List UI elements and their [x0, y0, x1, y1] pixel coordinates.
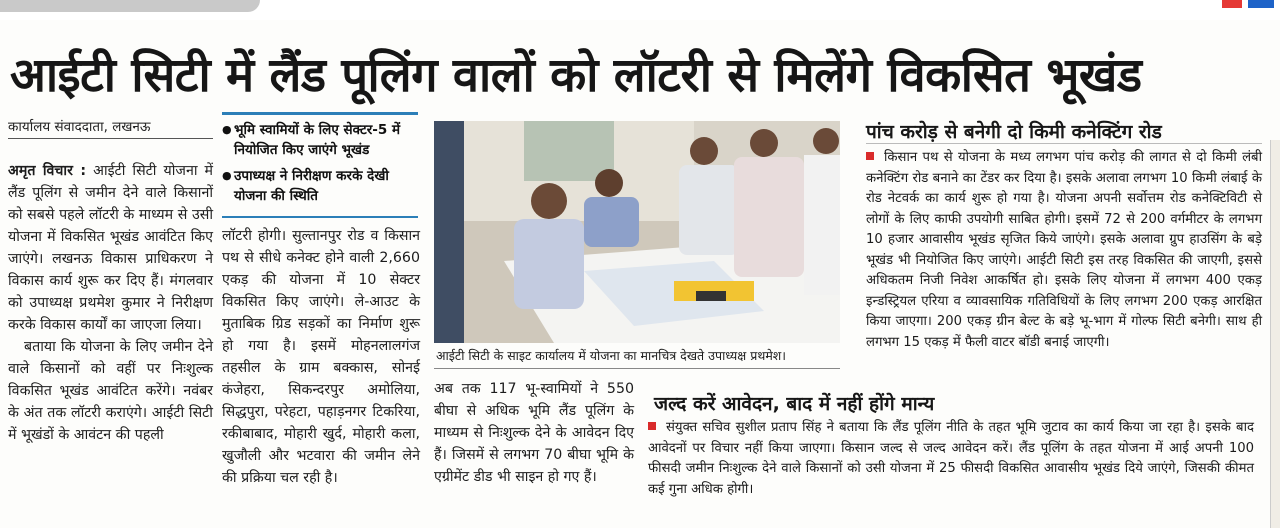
- highlight-item: ● भूमि स्वामियों के लिए सेक्टर-5 में नियोजित किए जाएंगे भूखंड: [222, 120, 418, 160]
- lead-dateline: अमृत विचार :: [8, 163, 87, 179]
- top-strip: [0, 0, 1280, 20]
- section-road-body: किसान पथ से योजना के मध्य लगभग पांच करोड़ की लागत से दो किमी लंबी कनेक्टिंग रोड बनाने का टेंडर कर दिया है। इसके अलावा लगभग 10 किमी लंबाई के रोड नेटवर्क का कार्य शुरू हो गया है। योजना अपनी सर्वोत्तम रोड कनेक्टिविटी से लोगों के लिए काफी उपयोगी साबित होगी। इसमें 72 से 200 वर्गमीटर के लगभग 10 हजार आवासीय भूखंड सृजित किये जाएंगे। इसके अलावा ग्रुप हाउसिंग के बड़े भूखंड भी नियोजित किए जाएंगे। आईटी सिटी इस तरह विकसित की जाएगी, इससे अधिकतम निजी निवेश आकर्षित हो। इसके लिए योजना में लगभग 400 एकड़ इन्डस्ट्रियल एरिया व व्यावसायिक गतिविधियों के लिए लगभग 200 एकड़ आरक्षित किया जाएगा। 200 एकड़ ग्रीन बेल्ट के बड़े भू-भाग में गोल्फ सिटी बनेगी। साथ ही लगभग 15 एकड़ में फैली वाटर बॉडी बनाई जाएगी।: [866, 150, 1262, 350]
- adjacent-page-edge: [1270, 140, 1280, 528]
- paragraph-2: बताया कि योजना के लिए जमीन देने वाले किसानों को वहीं पर निःशुल्क विकसित भूखंड आवंटित करेंगे। नवंबर के अंत तक लॉटरी कराएंगे। आईटी सिटी में भूखंडों के आवंटन की पहली: [8, 339, 213, 443]
- highlights-box: [222, 120, 418, 212]
- red-square-bullet-icon: [866, 152, 874, 160]
- highlights-bottom-rule: [222, 216, 418, 218]
- article-column-3: अब तक 117 भू-स्वामियों ने 550 बीघा से अधिक भूमि लैंड पूलिंग के माध्यम से निःशुल्क देने के आवेदन दिए हैं। जिसमें से लगभग 70 बीघा भूमि के एग्रीमेंट डीड भी साइन हो गए हैं।: [434, 381, 634, 485]
- red-marker: [1222, 0, 1242, 8]
- news-photo: [434, 121, 840, 343]
- subheading-road: पांच करोड़ से बनेगी दो किमी कनेक्टिंग रोड: [866, 121, 1162, 143]
- headline: आईटी सिटी में लैंड पूलिंग वालों को लॉटरी से मिलेंगे विकसित भूखंड: [10, 48, 1142, 103]
- article-column-1: [8, 160, 213, 446]
- highlights-top-rule: [222, 112, 418, 115]
- highlight-item: ● उपाध्यक्ष ने निरीक्षण करके देखी योजना की स्थिति: [222, 166, 418, 206]
- section-road-text: [866, 148, 1262, 353]
- article-column-2: लॉटरी होगी। सुल्तानपुर रोड व किसान पथ से सीधे कनेक्ट होने वाली 2,660 एकड़ की योजना में 10 सेक्टर विकसित किए जाएंगे। ले-आउट के मुताबिक ग्रिड सड़कों का निर्माण शुरू हो गया है। इसमें मोहनलालगंज तहसील के ग्राम बक्कास, सोनई कंजेहरा, सिकन्दरपुर अमोलिया, सिद्धपुरा, परेहटा, पहाड़नगर टिकरिया, रकीबाबाद, मोहारी खुर्द, मोहारी कला, खुजौली और भटवारा की जमीन लेने की प्रक्रिया चल रही है।: [222, 228, 420, 486]
- byline-divider: [8, 138, 213, 139]
- byline: कार्यालय संवाददाता, लखनऊ: [8, 119, 151, 135]
- section-apply-text: [648, 418, 1254, 500]
- photo-caption: आईटी सिटी के साइट कार्यालय में योजना का मानचित्र देखते उपाध्यक्ष प्रथमेश।: [436, 348, 787, 363]
- paragraph-1: [8, 160, 213, 336]
- subheading-divider: [866, 143, 1262, 144]
- blue-marker: [1248, 0, 1274, 8]
- subheading-apply: जल्द करें आवेदन, बाद में नहीं होंगे मान्य: [654, 393, 935, 415]
- masthead-fragment: [0, 0, 260, 12]
- caption-divider: [434, 368, 840, 369]
- paragraph-1-text: आईटी सिटी योजना में लैंड पूलिंग से जमीन देने वाले किसानों को सबसे पहले लॉटरी के माध्यम से उसी योजना में विकसित भूखंड आवंटित किए जाएंगे। लखनऊ विकास प्राधिकरण ने विकास कार्य शुरू कर दिए हैं। मंगलवार को उपाध्यक्ष प्रथमेश कुमार ने निरीक्षण करके विकास कार्यों का जाएजा लिया।: [8, 163, 213, 333]
- meeting-photo-illustration: [434, 121, 840, 343]
- red-square-bullet-icon: [648, 422, 656, 430]
- section-apply-body: संयुक्त सचिव सुशील प्रताप सिंह ने बताया कि लैंड पूलिंग नीति के तहत भूमि जुटाव का कार्य किया जा रहा है। इसके बाद आवेदनों पर विचार नहीं किया जाएगा। किसान जल्द से जल्द आवेदन करें। लैंड पूलिंग के तहत योजना में आई अपनी 100 फीसदी जमीन निःशुल्क देने वाले किसानों को उसी योजना में 25 फीसदी विकसित आवासीय भूखंड दिये जाएंगे, जिसकी कीमत कई गुना अधिक होगी।: [648, 420, 1254, 497]
